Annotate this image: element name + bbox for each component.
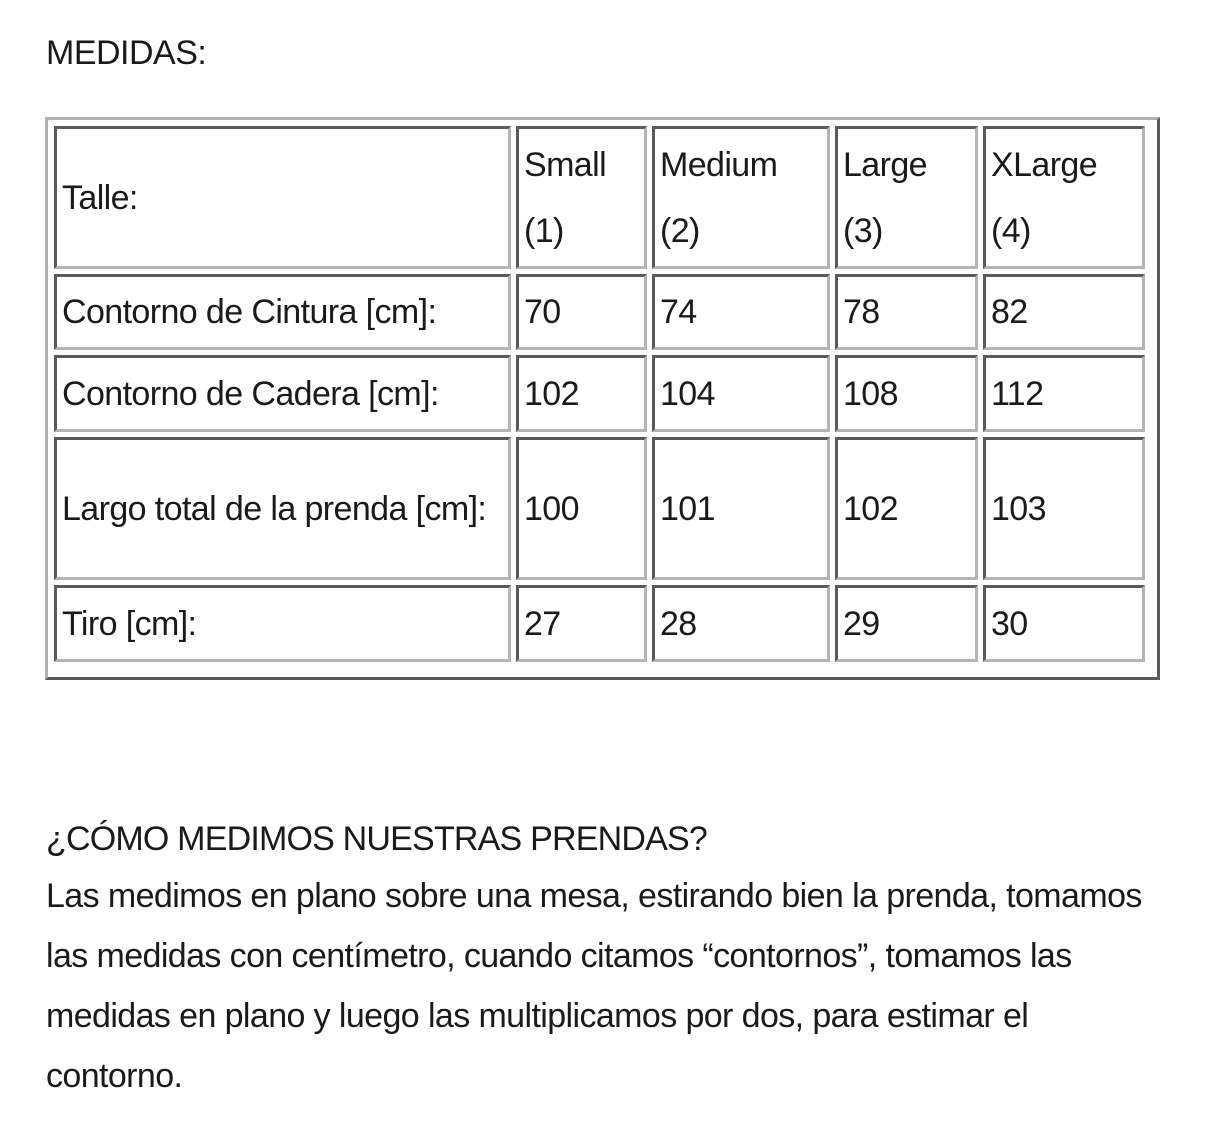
- size-table: [49, 121, 1150, 667]
- value-cell: 108: [835, 355, 978, 432]
- value-cell: 100: [516, 437, 647, 580]
- table-row-cadera: [54, 355, 1145, 432]
- size-code: (3): [843, 211, 883, 250]
- size-code: (4): [991, 211, 1031, 250]
- value-cell: 102: [835, 437, 978, 580]
- value-cell: 70: [516, 274, 647, 350]
- value-cell: 82: [983, 274, 1145, 350]
- value-cell: 104: [652, 355, 830, 432]
- table-row-tiro: [54, 585, 1145, 662]
- size-name: Medium: [660, 145, 778, 184]
- value-cell: 74: [652, 274, 830, 350]
- page-heading: MEDIDAS:: [46, 34, 207, 72]
- row-label-cell: Contorno de Cadera [cm]:: [54, 355, 511, 432]
- size-name: XLarge: [991, 145, 1098, 184]
- row-label-cell: Tiro [cm]:: [54, 585, 511, 662]
- value-cell: 29: [835, 585, 978, 662]
- section-title: ¿CÓMO MEDIMOS NUESTRAS PRENDAS?: [46, 820, 707, 858]
- size-code: (2): [660, 211, 700, 250]
- size-name: Large: [843, 145, 927, 184]
- value-cell: 78: [835, 274, 978, 350]
- table-row-cintura: [54, 274, 1145, 350]
- value-cell: 27: [516, 585, 647, 662]
- table-header-row: [54, 126, 1145, 269]
- size-name: Small: [524, 145, 607, 184]
- size-code: (1): [524, 211, 564, 250]
- size-small-cell: [516, 126, 647, 269]
- row-label-cell: Largo total de la prenda [cm]:: [54, 437, 511, 580]
- size-medium-cell: [652, 126, 830, 269]
- value-cell: 30: [983, 585, 1145, 662]
- section-body: Las medimos en plano sobre una mesa, estirando bien la prenda, tomamos las medidas con centímetro, cuando citamos “contornos”, tomamos las medidas en plano y luego las multiplicamos por dos, para estimar el contorno.: [46, 877, 1142, 1095]
- value-cell: 28: [652, 585, 830, 662]
- size-large-cell: [835, 126, 978, 269]
- value-cell: 103: [983, 437, 1145, 580]
- value-cell: 101: [652, 437, 830, 580]
- size-table-frame: [45, 117, 1160, 680]
- header-label-cell: Talle:: [54, 126, 511, 269]
- table-row-largo: [54, 437, 1145, 580]
- how-we-measure-section: [46, 812, 1166, 1106]
- row-label-cell: Contorno de Cintura [cm]:: [54, 274, 511, 350]
- size-xlarge-cell: [983, 126, 1145, 269]
- value-cell: 112: [983, 355, 1145, 432]
- value-cell: 102: [516, 355, 647, 432]
